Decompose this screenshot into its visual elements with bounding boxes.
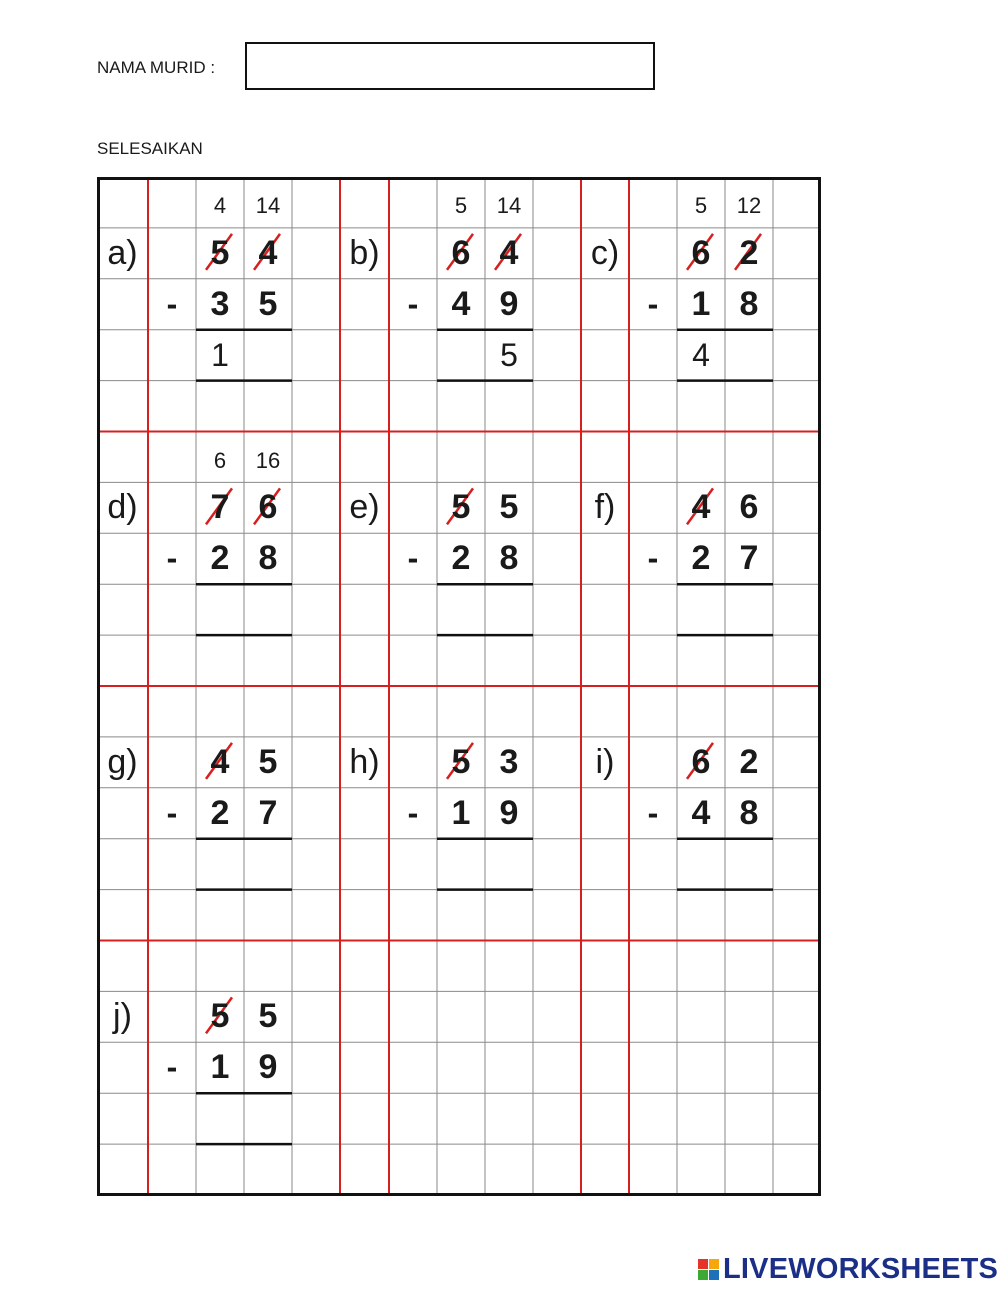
answer-tens — [437, 330, 485, 381]
borrow-digit-ones — [485, 440, 533, 483]
borrow-digit-tens: 6 — [213, 447, 227, 473]
answer-ones — [485, 839, 533, 890]
student-name-field[interactable] — [245, 42, 655, 90]
minuend-tens: 6 — [691, 233, 711, 272]
borrow-digit-ones — [485, 694, 533, 737]
subtrahend-ones: 9 — [258, 1048, 278, 1087]
answer-ones — [725, 330, 773, 381]
answer-ones — [244, 330, 292, 381]
logo-text: LIVEWORKSHEETS — [723, 1252, 999, 1285]
subtrahend-ones: 8 — [739, 284, 759, 323]
minuend-ones: 5 — [258, 742, 278, 781]
question-label: a) — [107, 233, 138, 272]
minus-sign: - — [407, 794, 419, 831]
borrow-digit-tens — [677, 694, 725, 737]
subtrahend-ones: 9 — [499, 793, 519, 832]
subtrahend-ones: 8 — [258, 539, 278, 578]
subtrahend-ones: 8 — [739, 793, 759, 832]
student-name-label: NAMA MURID : — [97, 58, 216, 77]
subtrahend-tens: 3 — [210, 284, 230, 323]
answer-ones — [244, 584, 292, 635]
question-label: g) — [107, 742, 138, 781]
answer-tens — [196, 584, 244, 635]
question-label: b) — [349, 233, 380, 272]
borrow-digit-ones: 12 — [736, 193, 762, 218]
instruction-text: SELESAIKAN — [97, 139, 203, 158]
liveworksheets-logo — [698, 1252, 998, 1286]
minuend-tens: 5 — [210, 233, 230, 272]
borrow-digit-ones: 14 — [255, 193, 281, 218]
minuend-tens: 5 — [210, 997, 230, 1036]
answer-tens: 4 — [692, 336, 710, 373]
minuend-ones: 4 — [258, 233, 278, 272]
subtrahend-tens: 2 — [691, 539, 711, 578]
minus-sign: - — [166, 540, 178, 577]
subtrahend-tens: 1 — [451, 793, 471, 832]
minus-sign: - — [166, 285, 178, 322]
answer-tens — [196, 839, 244, 890]
minuend-tens: 4 — [691, 488, 711, 527]
subtrahend-ones: 7 — [739, 539, 759, 578]
minuend-ones: 6 — [739, 488, 759, 527]
minuend-ones: 6 — [258, 488, 278, 527]
minuend-tens: 6 — [691, 742, 711, 781]
minus-sign: - — [647, 285, 659, 322]
borrow-digit-tens — [437, 440, 485, 483]
question-label: f) — [594, 488, 616, 527]
borrow-digit-tens — [196, 694, 244, 737]
minuend-ones: 5 — [258, 997, 278, 1036]
minus-sign: - — [647, 540, 659, 577]
answer-tens: 1 — [211, 336, 229, 373]
subtrahend-tens: 4 — [691, 793, 711, 832]
borrow-digit-ones — [244, 694, 292, 737]
minuend-tens: 5 — [451, 742, 471, 781]
question-label: e) — [349, 488, 380, 527]
borrow-digit-ones: 16 — [255, 447, 281, 473]
borrow-digit-tens: 5 — [694, 193, 708, 218]
borrow-digit-ones: 14 — [496, 193, 522, 218]
borrow-digit-tens: 4 — [213, 193, 227, 218]
borrow-digit-tens — [196, 949, 244, 992]
subtrahend-tens: 2 — [210, 793, 230, 832]
subtrahend-tens: 1 — [691, 284, 711, 323]
borrow-digit-tens — [437, 694, 485, 737]
borrow-digit-tens — [677, 440, 725, 483]
subtrahend-tens: 2 — [210, 539, 230, 578]
borrow-digit-ones — [725, 440, 773, 483]
minuend-tens: 6 — [451, 233, 471, 272]
minuend-tens: 7 — [210, 488, 230, 527]
minus-sign: - — [166, 794, 178, 831]
answer-ones — [244, 839, 292, 890]
minuend-ones: 4 — [499, 233, 519, 272]
borrow-digit-ones — [244, 949, 292, 992]
subtrahend-ones: 8 — [499, 539, 519, 578]
minuend-ones: 2 — [739, 233, 759, 272]
answer-tens — [677, 584, 725, 635]
answer-tens — [196, 1093, 244, 1144]
minus-sign: - — [407, 540, 419, 577]
answer-ones — [725, 839, 773, 890]
question-label: i) — [595, 742, 615, 781]
minus-sign: - — [166, 1049, 178, 1086]
answer-tens — [437, 839, 485, 890]
question-label: h) — [349, 742, 380, 781]
answer-ones: 5 — [500, 336, 518, 373]
answer-tens — [437, 584, 485, 635]
answer-ones — [485, 584, 533, 635]
subtrahend-ones: 5 — [258, 284, 278, 323]
borrow-digit-ones — [725, 694, 773, 737]
minuend-ones: 3 — [499, 742, 519, 781]
minus-sign: - — [647, 794, 659, 831]
question-label: j) — [113, 997, 132, 1036]
minuend-tens: 4 — [210, 742, 230, 781]
subtrahend-tens: 2 — [451, 539, 471, 578]
subtrahend-tens: 4 — [451, 284, 471, 323]
subtrahend-ones: 7 — [258, 793, 278, 832]
subtrahend-ones: 9 — [499, 284, 519, 323]
logo-icon — [698, 1259, 719, 1280]
answer-tens — [677, 839, 725, 890]
minuend-ones: 5 — [499, 488, 519, 527]
minuend-ones: 2 — [739, 742, 759, 781]
borrow-digit-tens: 5 — [454, 193, 468, 218]
question-label: d) — [107, 488, 138, 527]
subtraction-worksheet-grid — [97, 177, 822, 1197]
question-label: c) — [590, 233, 620, 272]
answer-ones — [244, 1093, 292, 1144]
minuend-tens: 5 — [451, 488, 471, 527]
minus-sign: - — [407, 285, 419, 322]
subtrahend-tens: 1 — [210, 1048, 230, 1087]
answer-ones — [725, 584, 773, 635]
